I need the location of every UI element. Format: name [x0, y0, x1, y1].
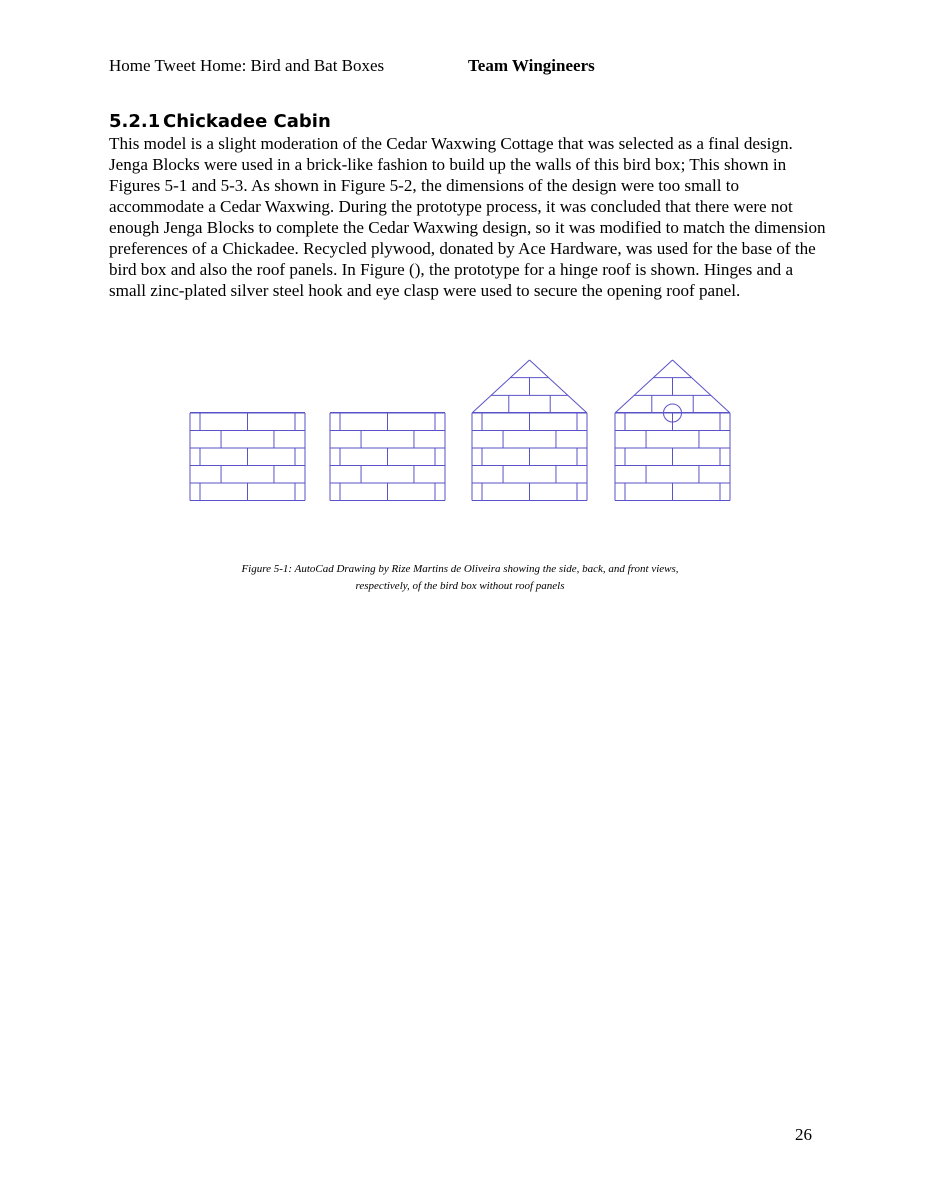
- roof-slope-right: [673, 360, 731, 413]
- caption-line-2: respectively, of the bird box without roof panels: [355, 580, 565, 592]
- side-view: [190, 413, 305, 501]
- figure-caption: [150, 561, 770, 595]
- roof-slope-right: [530, 360, 588, 413]
- header-team-name: Team Wingineers: [468, 56, 595, 75]
- section-number: 5.2.1: [109, 111, 161, 132]
- header-document-title: Home Tweet Home: Bird and Bat Boxes: [109, 56, 385, 75]
- section-title: Chickadee Cabin: [163, 111, 331, 132]
- body-paragraph: This model is a slight moderation of the Cedar Waxwing Cottage that was selected as a final design. Jenga Blocks were used in a brick-like fashion to build up the walls of this bird box; This shown in Figures 5-1 and 5-3. As shown in Figure 5-2, the dimensions of the design were too small to accommodate a Cedar Waxwing. During the prototype process, it was concluded that there were not enough Jenga Blocks to complete the Cedar Waxwing design, so it was modified to match the dimension preferences of a Chickadee. Recycled plywood, donated by Ace Hardware, was used for the base of the bird box and also the roof panels. In Figure (), the prototype for a hinge roof is shown. Hinges and a small zinc-plated silver steel hook and eye clasp were used to secure the opening roof panel.: [109, 134, 826, 300]
- autocad-drawing: [180, 350, 740, 525]
- front-view: [615, 360, 730, 501]
- side-view-2: [330, 413, 445, 501]
- roof-slope-left: [472, 360, 530, 413]
- back-view: [472, 360, 587, 501]
- section-heading: [109, 111, 331, 132]
- caption-line-1: Figure 5-1: AutoCad Drawing by Rize Martins de Oliveira showing the side, back, and front views,: [241, 563, 679, 575]
- roof-slope-left: [615, 360, 673, 413]
- page-number: 26: [795, 1125, 812, 1144]
- figure-5-1: [180, 350, 740, 525]
